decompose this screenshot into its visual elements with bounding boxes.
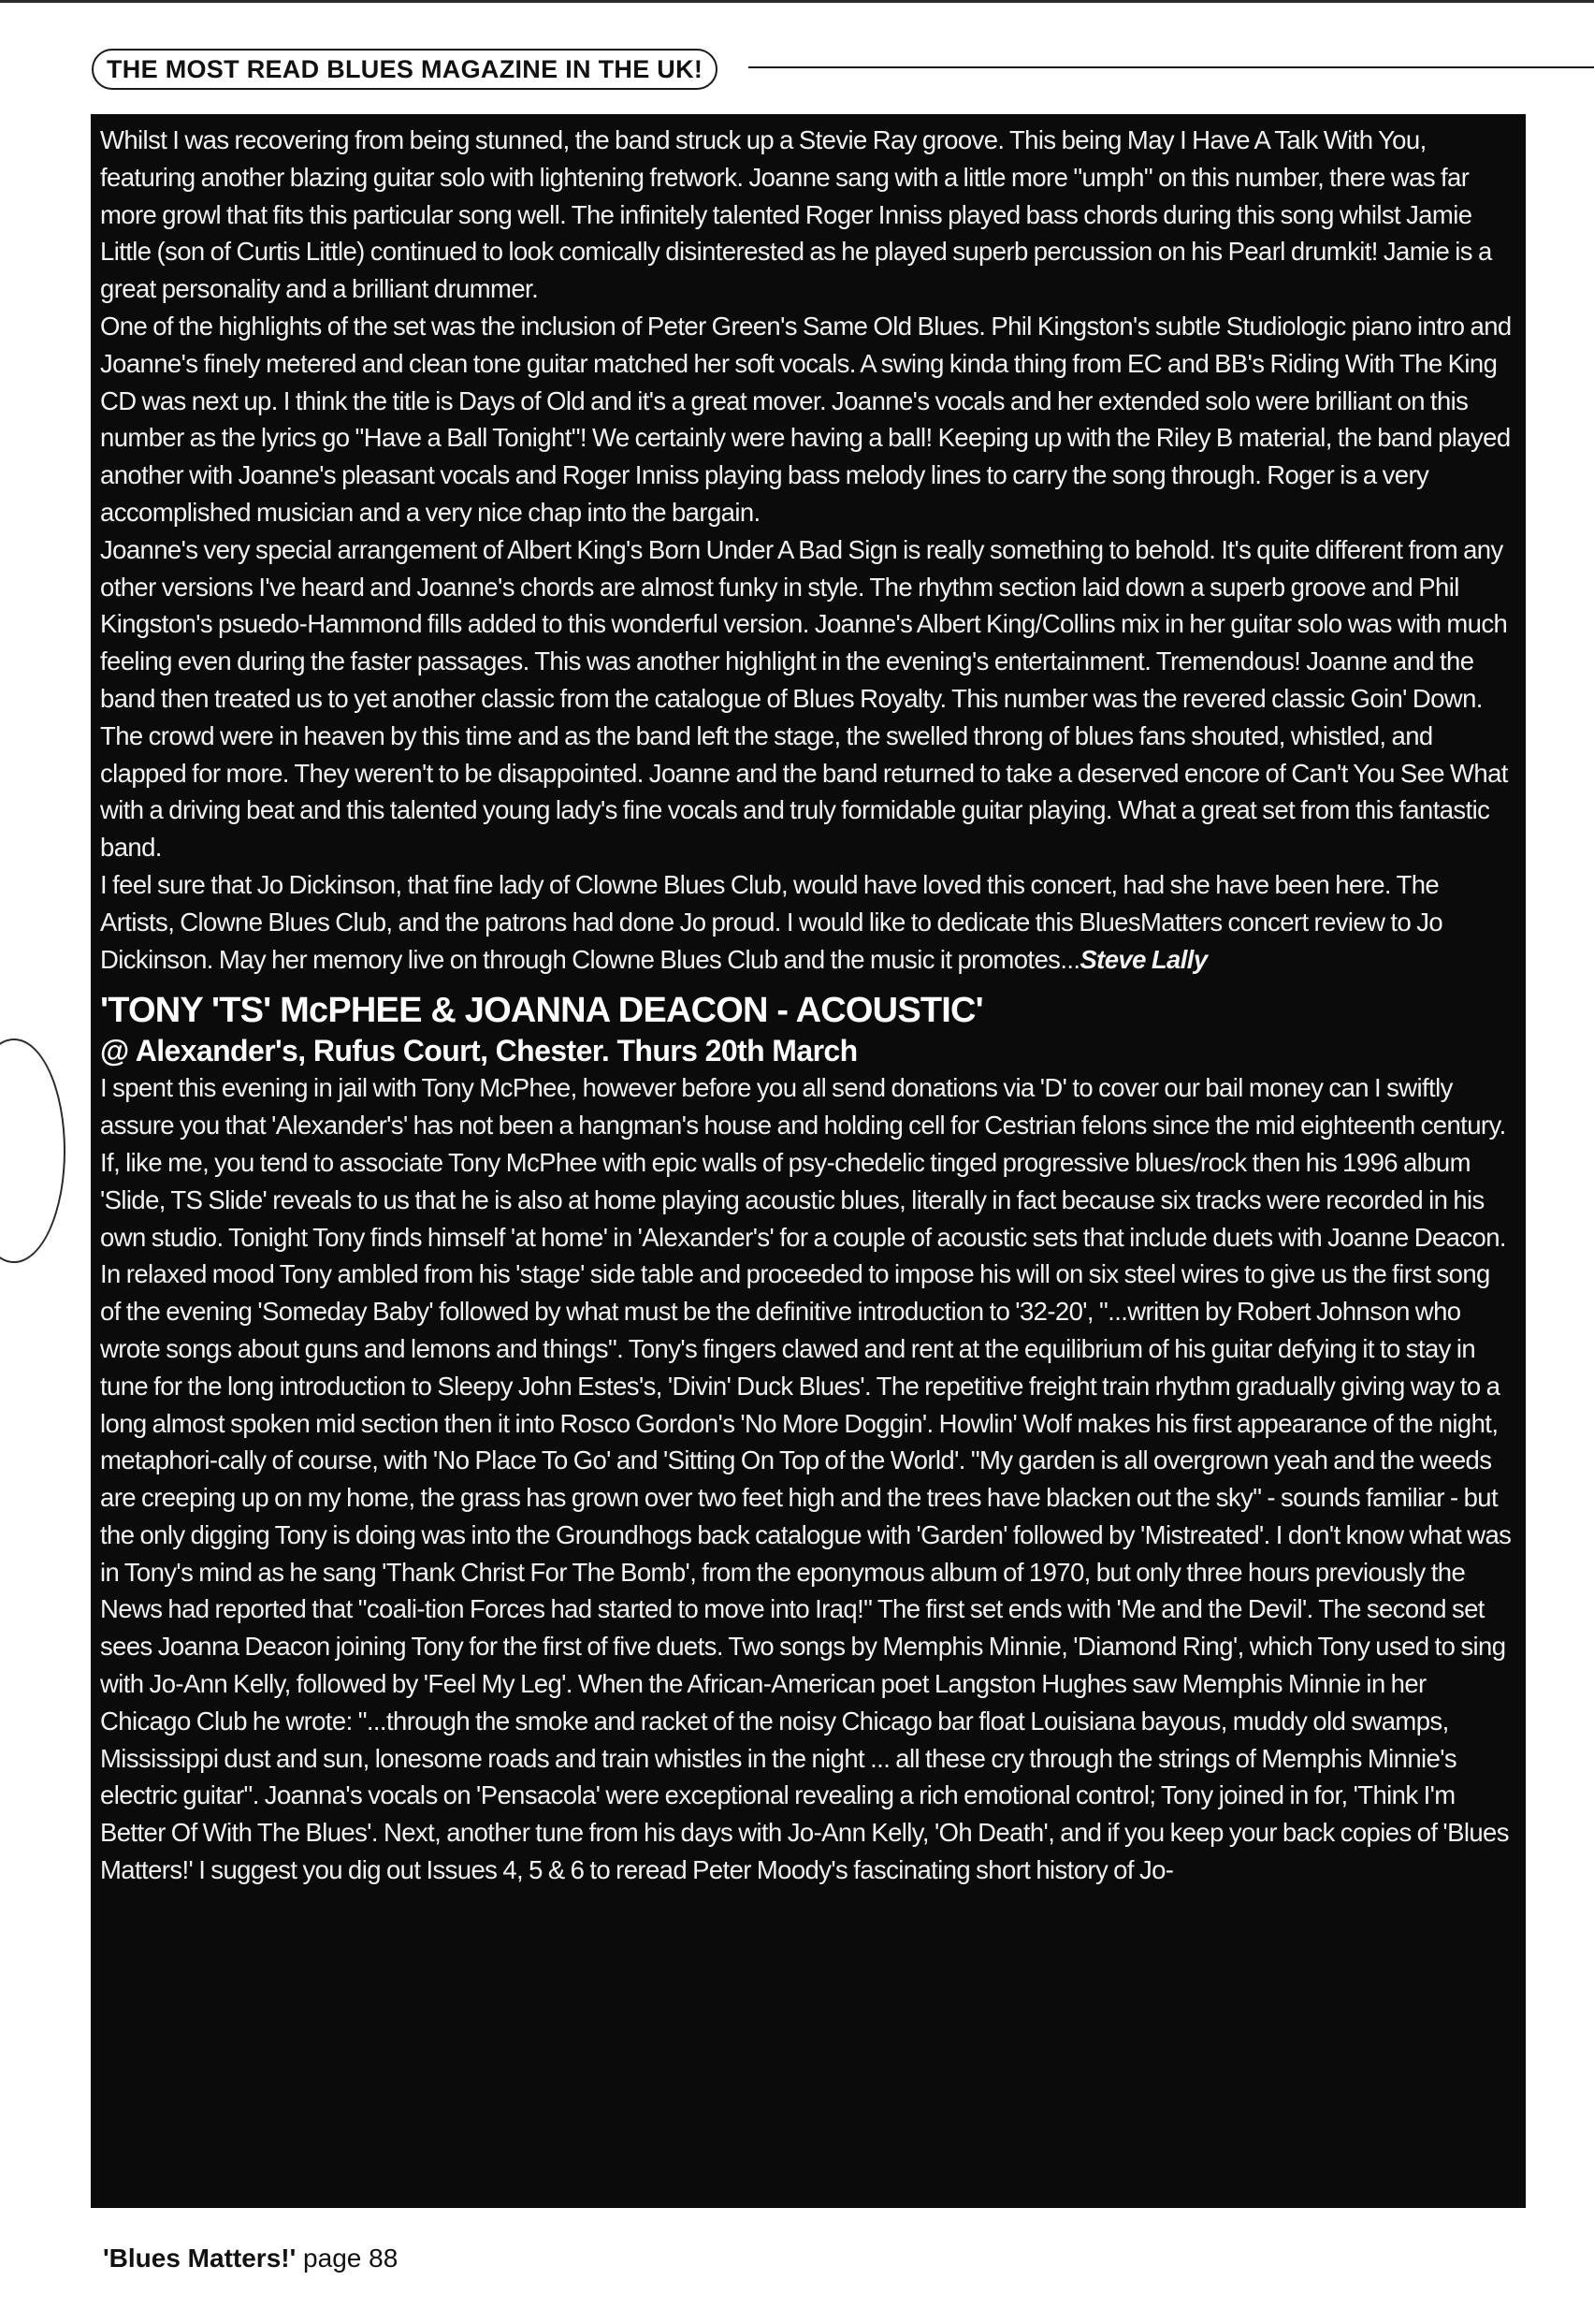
article-box — [91, 114, 1526, 2208]
binding-hole-mark — [0, 1039, 65, 1263]
footer-magazine-title: 'Blues Matters!' — [103, 2244, 297, 2273]
review1-byline: Steve Lally — [1080, 944, 1208, 974]
top-border-rule — [0, 0, 1594, 3]
page-footer — [103, 2244, 398, 2273]
header-rule — [748, 66, 1594, 68]
review1-paragraph-4 — [100, 866, 1514, 978]
review2-subhead: @ Alexander's, Rufus Court, Chester. Thurs 20th March — [100, 1034, 858, 1068]
banner-text: THE MOST READ BLUES MAGAZINE IN THE UK! — [107, 54, 703, 83]
review1-paragraph-1: Whilst I was recovering from being stunned, the band struck up a Stevie Ray groove. This being May I Have A Talk With You, featuring another blazing guitar solo with lightening fretwork. Joanne sang with a little more "umph" on this number, there was far more growl that fits this particular song well. The infinitely talented Roger Inniss played bass chords during this song whilst Jamie Little (son of Curtis Little) continued to look comically disinterested as he played superb percussion on his Pearl drumkit! Jamie is a great personality and a brilliant drummer. — [100, 125, 1492, 304]
review1-paragraph-2: One of the highlights of the set was the inclusion of Peter Green's Same Old Blues. Phil Kingston's subtle Studiologic piano intro and Joanne's finely metered and clean tone guitar matched her soft vocals. A swing kinda thing from EC and BB's Riding With The King CD was next up. I think the title is Days of Old and it's a great mover. Joanne's vocals and her extended solo were brilliant on this number as the lyrics go "Have a Ball Tonight"! We certainly were having a ball! Keeping up with the Riley B material, the band played another with Joanne's pleasant vocals and Roger Inniss playing bass melody lines to carry the song through. Roger is a very accomplished musician and a very nice chap into the bargain. — [100, 311, 1512, 527]
review1-paragraph-3: Joanne's very special arrangement of Albert King's Born Under A Bad Sign is really something to behold. It's quite different from any other versions I've heard and Joanne's chords are almost funky in style. The rhythm section laid down a superb groove and Phil Kingston's psuedo-Hammond fills added to this wonderful version. Joanne's Albert King/Collins mix in her guitar solo was with much feeling even during the faster passages. This was another highlight in the evening's entertainment. Tremendous! Joanne and the band then treated us to yet another classic from the catalogue of Blues Royalty. This number was the revered classic Goin' Down. The crowd were in heaven by this time and as the band left the stage, the swelled throng of blues fans shouted, whistled, and clapped for more. They weren't to be disappointed. Joanne and the band returned to take a deserved encore of Can't You See What with a driving beat and this talented young lady's fine vocals and truly formidable guitar playing. What a great set from this fantastic band. — [100, 534, 1508, 863]
magazine-banner — [92, 49, 717, 90]
review2-body: I spent this evening in jail with Tony McPhee, however before you all send donations via 'D' to cover our bail money can I swiftly assure you that 'Alexander's' has not been a hangman's house and holding cell for Cestrian felons since the mid eighteenth century. If, like me, you tend to associate Tony McPhee with epic walls of psy-chedelic tinged progressive blues/rock then his 1996 album 'Slide, TS Slide' reveals to us that he is also at home playing acoustic blues, literally in fact because six tracks were recorded in his own studio. Tonight Tony finds himself 'at home' in 'Alexander's' for a couple of acoustic sets that include duets with Joanne Deacon. In relaxed mood Tony ambled from his 'stage' side table and proceeded to impose his will on six steel wires to give us the first song of the evening 'Someday Baby' followed by what must be the definitive introduction to '32-20', "...written by Robert Johnson who wrote songs about guns and lemons and things". Tony's fingers clawed and rent at the equilibrium of his guitar defying it to stay in tune for the long introduction to Sleepy John Estes's, 'Divin' Duck Blues'. The repetitive freight train rhythm gradually giving way to a long almost spoken mid section then it into Rosco Gordon's 'No More Doggin'. Howlin' Wolf makes his first appearance of the night, metaphori-cally of course, with 'No Place To Go' and 'Sitting On Top of the World'. "My garden is all overgrown yeah and the weeds are creeping up on my home, the grass has grown over two feet high and the trees have blacken out the sky" - sounds familiar - but the only digging Tony is doing was into the Groundhogs back catalogue with 'Garden' followed by 'Mistreated'. I don't know what was in Tony's mind as he sang 'Thank Christ For The Bomb', from the eponymous album of 1970, but only three hours previously the News had reported that "coali-tion Forces had started to move into Iraq!" The first set ends with 'Me and the Devil'. The second set sees Joanna Deacon joining Tony for the first of five duets. Two songs by Memphis Minnie, 'Diamond Ring', which Tony used to sing with Jo-Ann Kelly, followed by 'Feel My Leg'. When the African-American poet Langston Hughes saw Memphis Minnie in her Chicago Club he wrote: "...through the smoke and racket of the noisy Chicago bar float Louisiana bayous, muddy old swamps, Mississippi dust and sun, lonesome roads and train whistles in the night ... all these cry through the strings of Memphis Minnie's electric guitar". Joanna's vocals on 'Pensacola' were exceptional revealing a rich emotional control; Tony joined in for, 'Think I'm Better Of With The Blues'. Next, another tune from his days with Jo-Ann Kelly, 'Oh Death', and if you keep your back copies of 'Blues Matters!' I suggest you dig out Issues 4, 5 & 6 to reread Peter Moody's fascinating short history of Jo- — [100, 1073, 1512, 1885]
review2-headline: 'TONY 'TS' McPHEE & JOANNA DEACON - ACOUSTIC' — [100, 991, 983, 1031]
review1-paragraph-4-text: I feel sure that Jo Dickinson, that fine lady of Clowne Blues Club, would have loved this concert, had she have been here. The Artists, Clowne Blues Club, and the patrons had done Jo proud. I would like to dedicate this BluesMatters concert review to Jo Dickinson. May her memory live on through Clowne Blues Club and the music it promotes... — [100, 869, 1443, 974]
footer-page-number: page 88 — [303, 2244, 398, 2273]
